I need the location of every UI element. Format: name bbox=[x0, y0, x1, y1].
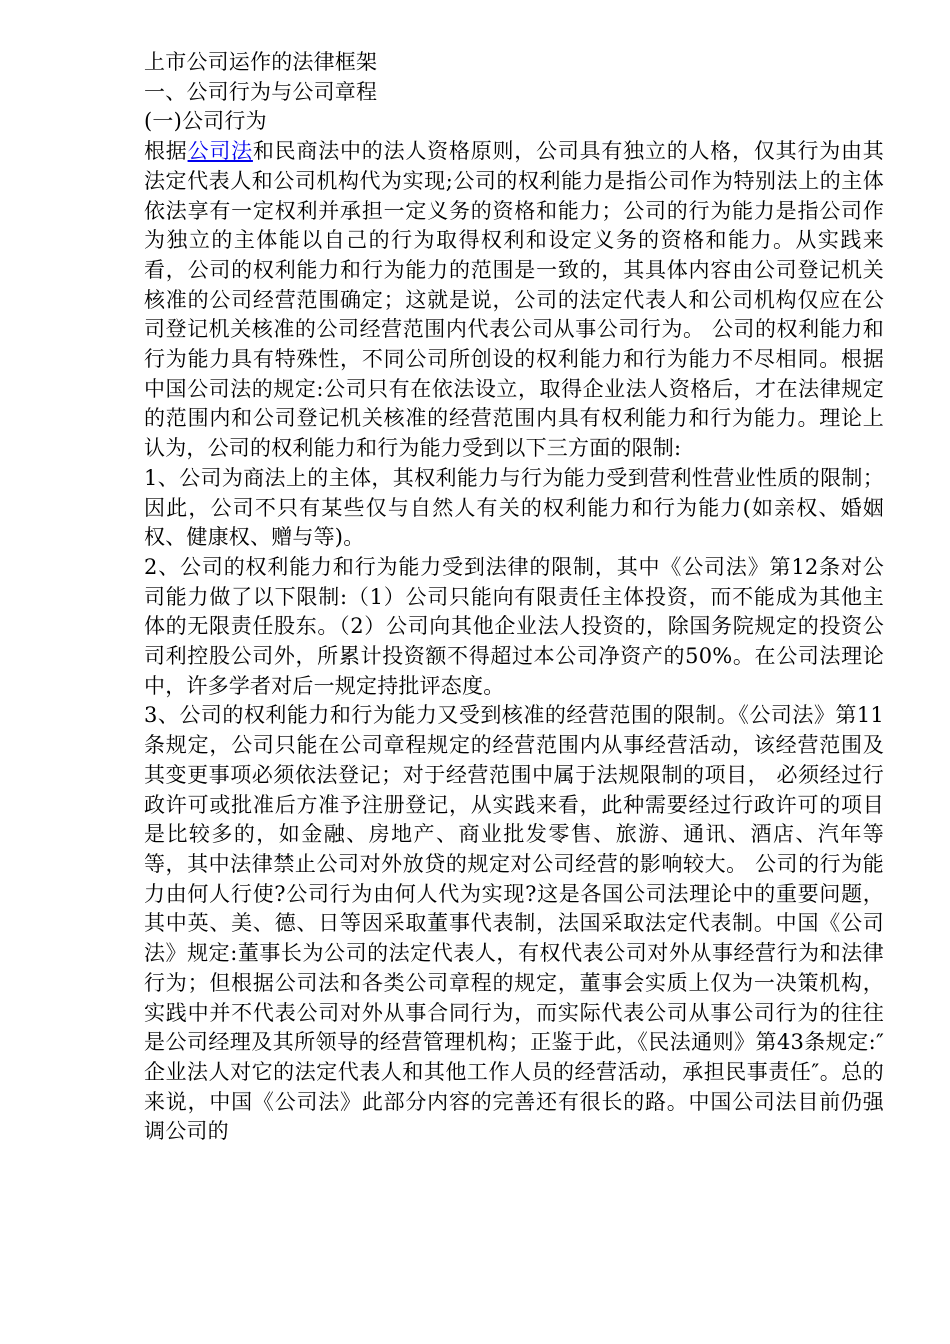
document-body bbox=[144, 48, 884, 1147]
subsection-heading: (一)公司行为 bbox=[144, 109, 267, 134]
company-law-link[interactable]: 公司法 bbox=[187, 139, 253, 164]
list-item-2: 2、公司的权利能力和行为能力受到法律的限制，其中《公司法》第12条对公司能力做了以下限制:（1）公司只能向有限责任主体投资，而不能成为其他主体的无限责任股东。（2）公司向其他企业法人投资的，除国务院规定的投资公司利控股公司外，所累计投资额不得超过本公司净资产的50%。在公司法理论中，许多学者对后一规定持批评态度。 bbox=[144, 554, 884, 698]
list-item-1: 1、公司为商法上的主体，其权利能力与行为能力受到营利性营业性质的限制；因此，公司不只有某些仅与自然人有关的权利能力和行为能力(如亲权、婚姻权、健康权、赠与等)。 bbox=[144, 465, 884, 550]
document-title: 上市公司运作的法律框架 bbox=[144, 50, 378, 74]
list-item-3: 3、公司的权利能力和行为能力又受到核准的经营范围的限制。《公司法》第11条规定，公司只能在公司章程规定的经营范围内从事经营活动，该经营范围及其变更事项必须依法登记；对于经营范围中属于法规限制的项目， 必须经过行政许可或批准后方准予注册登记，从实践来看，此种需要经过行政许可的项目是比较多的，如金融、房地产、商业批发零售、旅游、通讯、酒店、汽年等等，其中法律禁止公司对外放贷的规定对公司经营的影响较大。 公司的行为能力由何人行使?公司行为由何人代为实现?这是各国公司法理论中的重要问题，其中英、美、德、日等因采取董事代表制，法国采取法定代表制。中国《公司法》规定:董事长为公司的法定代表人，有权代表公司对外从事经营行为和法律行为；但根据公司法和各类公司章程的规定，董事会实质上仅为一决策机构，实践中并不代表公司对外从事合同行为，而实际代表公司从事公司行为的往往是公司经理及其所领导的经营管理机构；正鉴于此，《民法通则》第43条规定:″企业法人对它的法定代表人和其他工作人员的经营活动，承担民事责任″。总的来说，中国《公司法》此部分内容的完善还有很长的路。中国公司法目前仍强调公司的 bbox=[144, 703, 884, 1144]
paragraph-1 bbox=[144, 137, 884, 464]
paragraph-1-text: 和民商法中的法人资格原则，公司具有独立的人格，仅其行为由其法定代表人和公司机构代为实现;公司的权利能力是指公司作为特别法上的主体依法享有一定权利并承担一定义务的资格和能力；公司的行为能力是指公司作为独立的主体能以自己的行为取得权利和设定义务的资格和能力。从实践来看，公司的权利能力和行为能力的范围是一致的，其具体内容由公司登记机关核准的公司经营范围确定；这就是说，公司的法定代表人和公司机构仅应在公司登记机关核准的公司经营范围内代表公司从事公司行为。 公司的权利能力和行为能力具有特殊性，不同公司所创设的权利能力和行为能力不尽相同。根据中国公司法的规定:公司只有在依法设立，取得企业法人资格后，才在法律规定的范围内和公司登记机关核准的经营范围内具有权利能力和行为能力。理论上认为，公司的权利能力和行为能力受到以下三方面的限制: bbox=[144, 139, 884, 461]
paragraph-1-lead: 根据 bbox=[144, 139, 188, 164]
section-heading: 一、公司行为与公司章程 bbox=[144, 79, 378, 104]
